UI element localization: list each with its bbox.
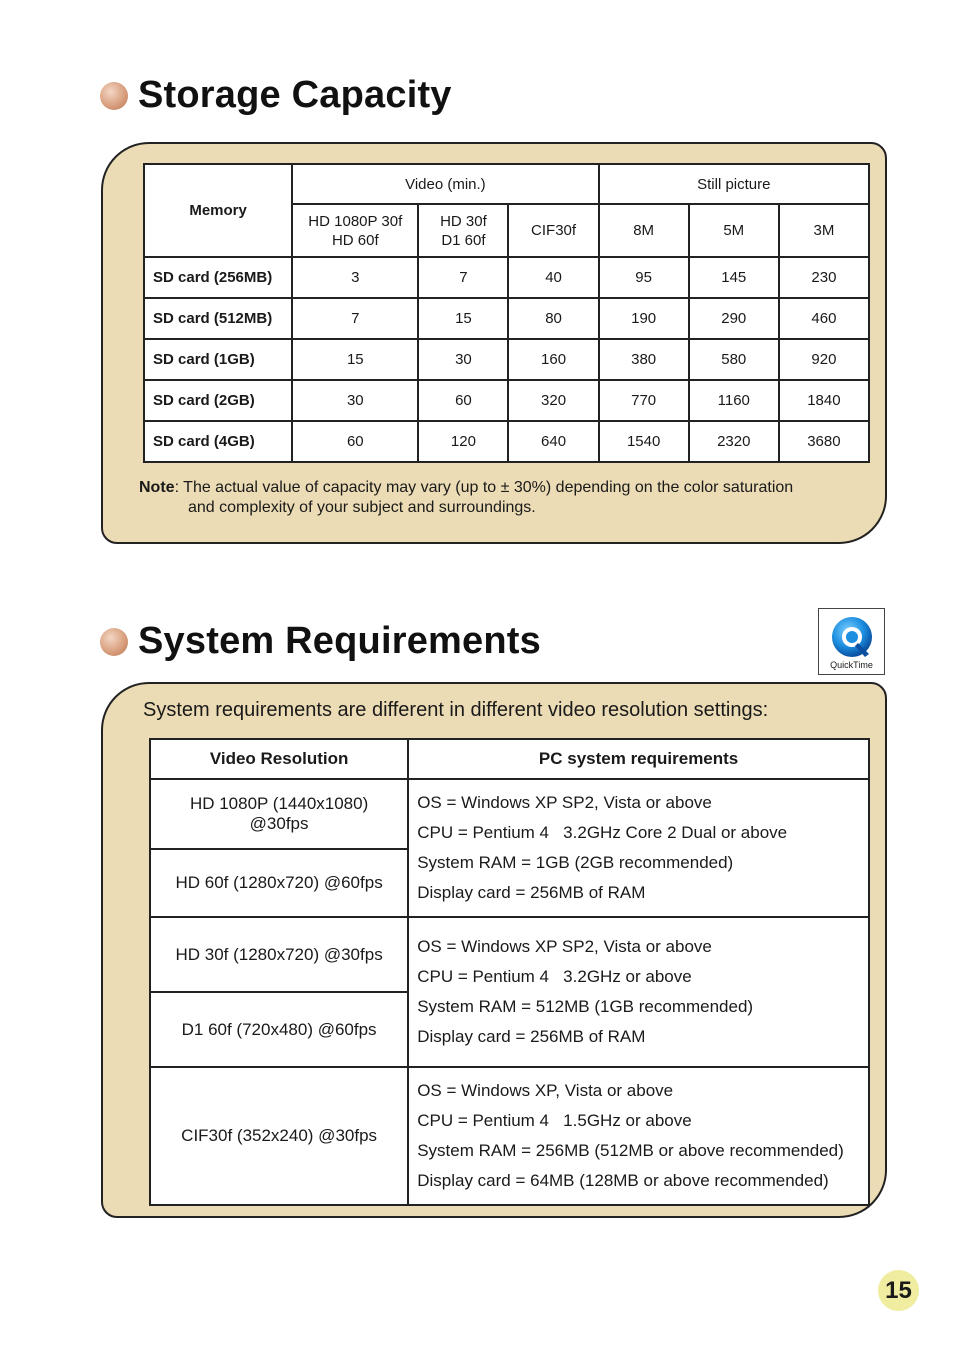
table-cell: 290	[689, 298, 779, 339]
row-label: SD card (4GB)	[144, 421, 292, 462]
table-cell: 30	[292, 380, 418, 421]
table-cell: 160	[508, 339, 598, 380]
table-row	[144, 380, 869, 421]
requirement-line: OS = Windows XP SP2, Vista or above	[417, 937, 712, 956]
video-group-header: Video (min.)	[292, 164, 598, 204]
table-cell: 145	[689, 257, 779, 298]
table-cell: 920	[779, 339, 869, 380]
table-cell: 380	[599, 339, 689, 380]
note-text-line1: : The actual value of capacity may vary (up to ± 30%) depending on the color saturation	[174, 479, 794, 496]
system-intro: System requirements are different in different video resolution settings:	[143, 699, 769, 721]
video-col-header-line: D1 60f	[441, 231, 486, 249]
storage-title: Storage Capacity	[138, 74, 452, 116]
table-row	[144, 421, 869, 462]
table-cell: 95	[599, 257, 689, 298]
system-section-heading	[100, 620, 541, 663]
table-cell: 640	[508, 421, 598, 462]
requirement-line: CPU = Pentium 4 3.2GHz or above	[417, 967, 692, 986]
requirement-line: Display card = 256MB of RAM	[417, 883, 646, 902]
table-cell: 770	[599, 380, 689, 421]
table-cell: 3680	[779, 421, 869, 462]
video-col-header-line: HD 60f	[331, 231, 379, 249]
table-row	[150, 1067, 869, 1205]
table-row	[144, 339, 869, 380]
quicktime-logo	[818, 608, 885, 675]
video-col-header: CIF30f	[508, 204, 598, 257]
table-row	[150, 917, 869, 992]
requirement-line: OS = Windows XP SP2, Vista or above	[417, 793, 712, 812]
table-cell: 7	[418, 257, 508, 298]
table-cell: 460	[779, 298, 869, 339]
table-row	[144, 298, 869, 339]
table-cell: 30	[418, 339, 508, 380]
requirements-cell	[408, 779, 869, 917]
requirement-line: Display card = 64MB (128MB or above recommended)	[417, 1171, 829, 1190]
requirements-cell	[408, 1067, 869, 1205]
requirement-line: Display card = 256MB of RAM	[417, 1027, 646, 1046]
storage-section-heading	[100, 74, 452, 117]
still-col-header: 3M	[779, 204, 869, 257]
requirement-line: CPU = Pentium 4 1.5GHz or above	[417, 1111, 692, 1130]
video-col-header	[292, 204, 418, 257]
table-cell: 7	[292, 298, 418, 339]
row-label: SD card (512MB)	[144, 298, 292, 339]
table-cell: 60	[292, 421, 418, 462]
bullet-icon	[100, 82, 128, 110]
table-cell: 120	[418, 421, 508, 462]
row-label: SD card (2GB)	[144, 380, 292, 421]
table-cell: 60	[418, 380, 508, 421]
requirement-line: CPU = Pentium 4 3.2GHz Core 2 Dual or above	[417, 823, 788, 842]
table-row	[150, 779, 869, 849]
table-cell: 1540	[599, 421, 689, 462]
still-group-header: Still picture	[599, 164, 869, 204]
quicktime-logo-text: QuickTime	[830, 660, 873, 670]
resolution-cell: HD 60f (1280x720) @60fps	[150, 849, 408, 917]
table-cell: 1840	[779, 380, 869, 421]
requirements-cell	[408, 917, 869, 1067]
storage-note	[139, 478, 869, 518]
requirement-line: System RAM = 1GB (2GB recommended)	[417, 853, 734, 872]
note-label: Note	[139, 479, 175, 496]
table-cell: 80	[508, 298, 598, 339]
still-col-header: 8M	[599, 204, 689, 257]
resolution-cell: D1 60f (720x480) @60fps	[150, 992, 408, 1067]
table-cell: 320	[508, 380, 598, 421]
table-cell: 190	[599, 298, 689, 339]
video-col-header	[418, 204, 508, 257]
table-cell: 15	[292, 339, 418, 380]
table-cell: 1160	[689, 380, 779, 421]
table-cell: 40	[508, 257, 598, 298]
row-label: SD card (256MB)	[144, 257, 292, 298]
table-cell: 3	[292, 257, 418, 298]
page-number-badge: 15	[878, 1270, 919, 1311]
table-cell: 580	[689, 339, 779, 380]
storage-capacity-table	[143, 163, 870, 463]
note-text-line2: and complexity of your subject and surroundings.	[188, 499, 536, 516]
table-cell: 15	[418, 298, 508, 339]
still-col-header: 5M	[689, 204, 779, 257]
requirement-line: OS = Windows XP, Vista or above	[417, 1081, 674, 1100]
resolution-column-header: Video Resolution	[150, 739, 408, 779]
table-cell: 2320	[689, 421, 779, 462]
table-cell: 230	[779, 257, 869, 298]
resolution-cell: HD 30f (1280x720) @30fps	[150, 917, 408, 992]
table-row	[144, 257, 869, 298]
resolution-cell: HD 1080P (1440x1080) @30fps	[150, 779, 408, 849]
video-col-header-line: HD 1080P 30f	[308, 212, 403, 230]
bullet-icon	[100, 628, 128, 656]
system-title: System Requirements	[138, 620, 541, 662]
requirement-line: System RAM = 256MB (512MB or above recommended)	[417, 1141, 844, 1160]
requirement-line: System RAM = 512MB (1GB recommended)	[417, 997, 754, 1016]
resolution-cell: CIF30f (352x240) @30fps	[150, 1067, 408, 1205]
system-requirements-table	[149, 738, 870, 1206]
video-col-header-line: HD 30f	[440, 212, 487, 230]
memory-header: Memory	[144, 164, 292, 257]
requirements-column-header: PC system requirements	[408, 739, 869, 779]
row-label: SD card (1GB)	[144, 339, 292, 380]
